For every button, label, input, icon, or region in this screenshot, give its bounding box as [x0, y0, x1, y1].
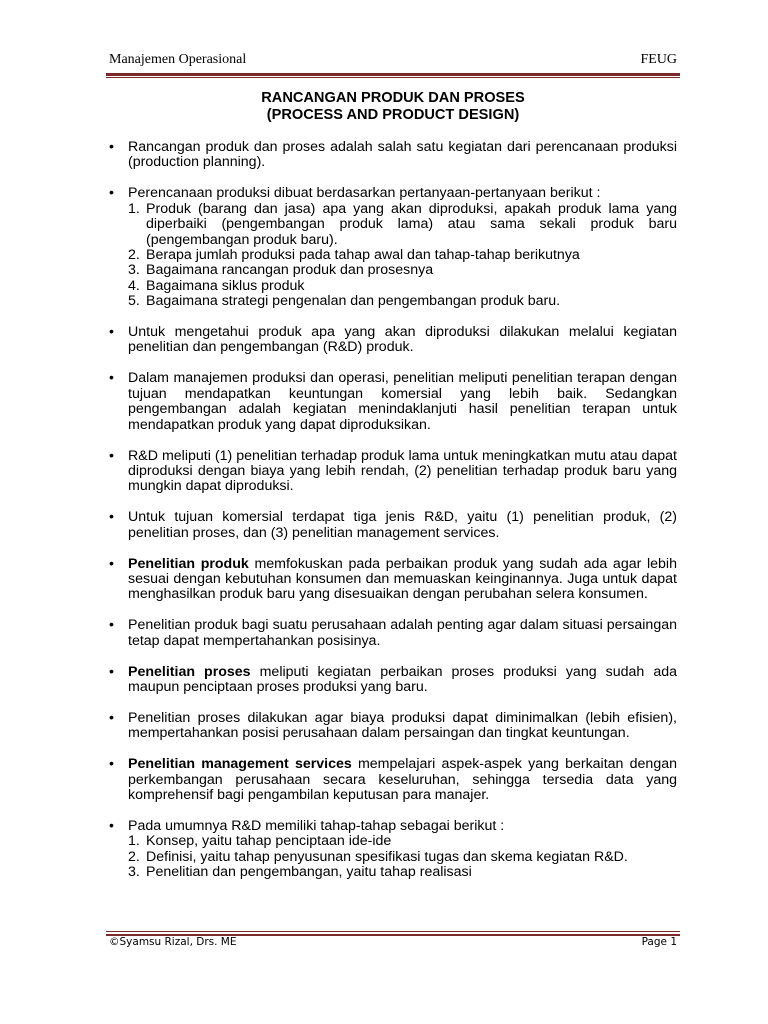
item-text: Definisi, yaitu tahap penyusunan spesifikasi tugas dan skema kegiatan R&D. [146, 848, 628, 865]
bullet-text: Penelitian proses dilakukan agar biaya produksi dapat diminimalkan (lebih efisien), mempertahankan posisi perusahaan dalam persaingan dan tingkat keuntungan. [128, 709, 677, 742]
bullet-marker: • [109, 185, 114, 202]
bullet-text: Untuk mengetahui produk apa yang akan diproduksi dilakukan melalui kegiatan penelitian dan pengembangan (R&D) produk. [128, 324, 677, 356]
item-number: 1. [128, 833, 140, 850]
bullet-text: Penelitian produk bagi suatu perusahaan adalah penting agar dalam situasi persaingan tetap dapat mempertahankan posisinya. [128, 617, 677, 649]
bullet-item [109, 711, 677, 742]
bullet-item [109, 510, 677, 541]
item-text: Penelitian dan pengembangan, yaitu tahap realisasi [146, 864, 472, 881]
numbered-item [128, 865, 677, 880]
bullet-marker: • [109, 370, 114, 387]
bullet-text: Rancangan produk dan proses adalah salah satu kegiatan dari perencanaan produksi (production planning). [128, 139, 677, 171]
bullet-text-rest: memfokuskan pada perbaikan produk yang sudah ada agar lebih sesuai dengan kebutuhan konsumen dan memuaskan keinginannya. Juga untuk dapat menghasilkan produk baru yang disesuaikan dengan perubahan selera konsumen. [128, 555, 677, 603]
bullet-item [109, 325, 677, 356]
title-line-2: (PROCESS AND PRODUCT DESIGN) [266, 107, 520, 123]
item-number: 1. [128, 200, 140, 217]
bullet-marker: • [109, 617, 114, 634]
page-header [109, 52, 677, 72]
bullet-item [109, 140, 677, 171]
footer-rule-thin [106, 931, 680, 932]
bullet-item [109, 557, 677, 603]
bullet-text: Untuk tujuan komersial terdapat tiga jenis R&D, yaitu (1) penelitian produk, (2) penelitian proses, dan (3) penelitian management services. [128, 509, 677, 541]
footer-page-number: Page 1 [641, 936, 677, 948]
header-rule-thick [106, 73, 680, 76]
header-rule-thin [106, 77, 680, 78]
numbered-item [128, 263, 677, 278]
bullet-text: Dalam manajemen produksi dan operasi, penelitian meliputi penelitian terapan dengan tujuan mendapatkan keuntungan komersial yang lebih baik. Sedangkan pengembangan adalah kegiatan menindaklanjuti hasil penelitian terapan untuk mendapatkan produk yang dapat diproduksikan. [128, 370, 677, 433]
numbered-item [128, 834, 677, 849]
bullet-marker: • [109, 756, 114, 773]
bullet-item [109, 757, 677, 803]
bullet-item [109, 449, 677, 495]
bullet-text [128, 757, 677, 803]
bullet-marker: • [109, 709, 114, 726]
item-text: Bagaimana strategi pengenalan dan pengembangan produk baru. [146, 293, 561, 310]
bullet-text: Pada umumnya R&D memiliki tahap-tahap sebagai berikut : [128, 817, 505, 834]
item-number: 4. [128, 277, 140, 294]
header-institution: FEUG [640, 52, 677, 67]
bullet-item [109, 371, 677, 433]
bold-term: Penelitian produk [128, 555, 249, 572]
bold-term: Penelitian management services [128, 756, 352, 773]
document-title [109, 90, 677, 124]
numbered-item [128, 202, 677, 248]
document-body [109, 140, 677, 896]
item-number: 2. [128, 246, 140, 263]
numbered-item [128, 248, 677, 263]
title-line-1: RANCANGAN PRODUK DAN PROSES [261, 90, 525, 106]
item-number: 5. [128, 293, 140, 310]
page-footer [109, 936, 677, 954]
bullet-marker: • [109, 324, 114, 341]
item-number: 3. [128, 864, 140, 881]
item-number: 3. [128, 262, 140, 279]
bullet-marker: • [109, 817, 114, 834]
bullet-text [128, 557, 677, 603]
bullet-marker: • [109, 139, 114, 155]
bullet-marker: • [109, 447, 114, 464]
bullet-text: R&D meliputi (1) penelitian terhadap produk lama untuk meningkatkan mutu atau dapat diproduksi dengan biaya yang lebih rendah, (2) penelitian terhadap produk baru yang mungkin dapat diproduksi. [128, 447, 677, 495]
item-text: Konsep, yaitu tahap penciptaan ide-ide [146, 833, 392, 850]
bullet-text-rest: meliputi kegiatan perbaikan proses produksi yang sudah ada maupun penciptaan proses produksi yang baru. [128, 663, 677, 695]
bullet-marker: • [109, 509, 114, 526]
bullet-marker: • [109, 663, 114, 680]
bullet-marker: • [109, 555, 114, 572]
item-text: Berapa jumlah produksi pada tahap awal dan tahap-tahap berikutnya [146, 246, 580, 263]
numbered-item [128, 294, 677, 309]
item-text: Produk (barang dan jasa) apa yang akan diproduksi, apakah produk lama yang diperbaiki (pengembangan produk lama) atau sama sekali produk baru (pengembangan produk baru). [146, 200, 677, 248]
item-text: Bagaimana siklus produk [146, 277, 305, 294]
item-text: Bagaimana rancangan produk dan prosesnya [146, 262, 434, 279]
bullet-item [109, 665, 677, 696]
numbered-item [128, 279, 677, 294]
bullet-item [109, 618, 677, 649]
bullet-item [109, 819, 677, 881]
bullet-text: Perencanaan produksi dibuat berdasarkan pertanyaan-pertanyaan berikut : [128, 185, 601, 202]
header-course-title: Manajemen Operasional [109, 52, 247, 67]
bold-term: Penelitian proses [128, 663, 251, 680]
bullet-text [128, 665, 677, 696]
bullet-text-rest: mempelajari aspek-aspek yang berkaitan dengan perkembangan perusahaan secara keseluruhan, sehingga tersedia data yang komprehensif bagi pengambilan keputusan para manajer. [128, 756, 677, 803]
numbered-item [128, 850, 677, 865]
footer-author: ©Syamsu Rizal, Drs. ME [109, 936, 237, 948]
bullet-item [109, 186, 677, 309]
item-number: 2. [128, 848, 140, 865]
